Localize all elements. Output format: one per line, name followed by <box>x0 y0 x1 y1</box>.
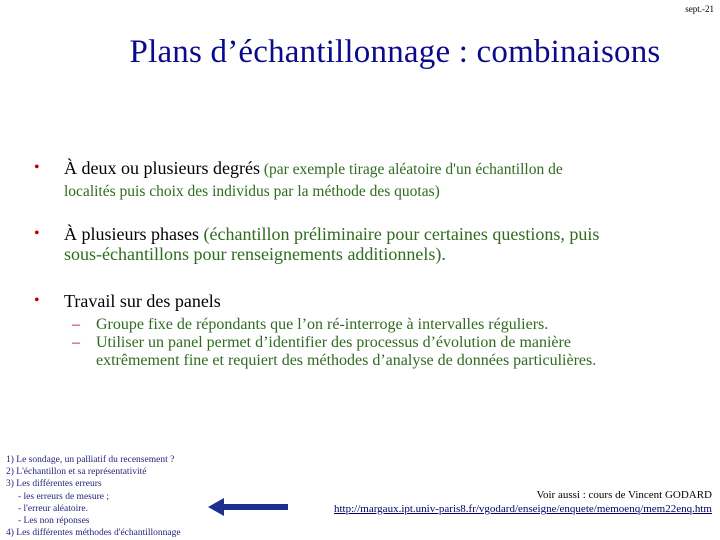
sub-bullet-item <box>64 316 690 334</box>
page-title: Plans d’échantillonnage : combinaisons <box>129 34 661 70</box>
bullet-detail-cont: sous-échantillons pour renseignements additionnels). <box>64 244 446 264</box>
toc-subitem[interactable]: - Les non réponses <box>18 516 90 527</box>
bullet-detail: (échantillon préliminaire pour certaines questions, puis <box>198 224 600 244</box>
reference-block <box>334 488 712 516</box>
sub-bullet-text-cont: extrêmement fine et requiert des méthodes d’analyse de données particulières. <box>96 352 597 369</box>
dash-icon: – <box>72 316 80 333</box>
bullet-item-phases <box>30 224 599 264</box>
toc-item[interactable]: 3) Les différentes erreurs <box>6 479 102 490</box>
toc-subitem[interactable]: - les erreurs de mesure ; <box>18 491 110 502</box>
bullet-dot-icon: • <box>34 159 40 176</box>
sub-bullet-list <box>30 316 690 370</box>
bullet-dot-icon: • <box>34 225 40 242</box>
slide-date: sept.-21 <box>685 4 714 14</box>
sub-bullet-text: Groupe fixe de répondants que l’on ré-interroge à intervalles réguliers. <box>96 316 549 333</box>
dash-icon: – <box>72 334 80 351</box>
bullet-detail: (par exemple tirage aléatoire d'un échantillon de <box>259 161 563 178</box>
toc-subitem[interactable]: - l'erreur aléatoire. <box>18 503 89 514</box>
arrow-left-icon <box>208 496 288 518</box>
bullet-lead: Travail sur des panels <box>64 291 221 311</box>
toc-item[interactable]: 4) Les différentes méthodes d'échantillonnage <box>6 528 181 539</box>
bullet-item-degrees <box>30 158 563 202</box>
toc-item[interactable]: 2) L'échantillon et sa représentativité <box>6 467 147 478</box>
bullet-dot-icon: • <box>34 292 40 309</box>
sub-bullet-text: Utiliser un panel permet d’identifier des processus d’évolution de manière <box>96 334 571 351</box>
bullet-detail-cont: localités puis choix des individus par la méthode des quotas) <box>64 183 440 200</box>
reference-link[interactable]: http://margaux.ipt.univ-paris8.fr/vgodard/enseigne/enquete/memoenq/mem22enq.htm <box>334 503 712 515</box>
table-of-contents <box>6 454 181 539</box>
reference-text: Voir aussi : cours de Vincent GODARD <box>536 489 712 501</box>
bullet-lead: À plusieurs phases <box>64 224 199 244</box>
toc-item[interactable]: 1) Le sondage, un palliatif du recensement ? <box>6 455 175 465</box>
sub-bullet-item <box>64 334 690 370</box>
bullet-lead: À deux ou plusieurs degrés <box>64 158 260 178</box>
bullet-item-panels <box>30 291 221 311</box>
